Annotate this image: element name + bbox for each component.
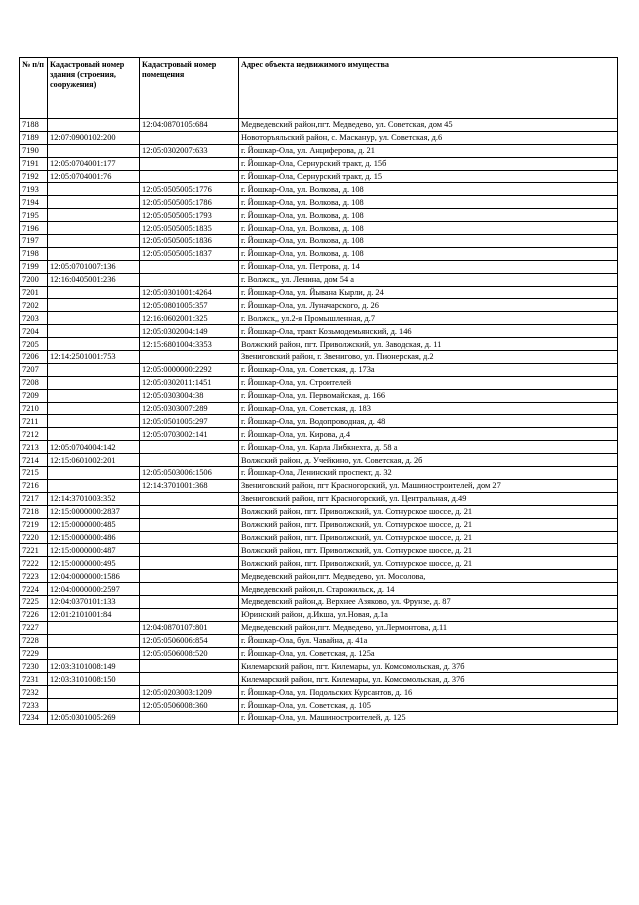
cell-building-cadastral bbox=[48, 222, 140, 235]
cell-number: 7195 bbox=[20, 209, 48, 222]
cell-building-cadastral: 12:03:3101008:150 bbox=[48, 673, 140, 686]
cell-address: Килемарский район, пгт. Килемары, ул. Комсомольская, д. 37б bbox=[239, 673, 618, 686]
cell-building-cadastral: 12:14:2501001:753 bbox=[48, 351, 140, 364]
cell-address: г. Йошкар-Ола, ул. Волкова, д. 108 bbox=[239, 209, 618, 222]
table-row bbox=[20, 247, 618, 260]
cell-premises-cadastral bbox=[140, 170, 239, 183]
cell-address: Медведевский район,пгт. Медведево, ул. Советская, дом 45 bbox=[239, 119, 618, 132]
cell-premises-cadastral bbox=[140, 711, 239, 724]
table-row bbox=[20, 479, 618, 492]
table-header-row bbox=[20, 58, 618, 119]
header-building-cadastral: Кадастровый номер здания (строения, сооружения) bbox=[48, 58, 140, 119]
cell-premises-cadastral: 12:05:0703002:141 bbox=[140, 428, 239, 441]
cell-building-cadastral bbox=[48, 376, 140, 389]
table-row bbox=[20, 363, 618, 376]
cell-building-cadastral bbox=[48, 415, 140, 428]
cell-building-cadastral bbox=[48, 119, 140, 132]
cell-premises-cadastral: 12:05:0801005:357 bbox=[140, 299, 239, 312]
table-row bbox=[20, 531, 618, 544]
cell-building-cadastral: 12:14:3701003:352 bbox=[48, 492, 140, 505]
cell-premises-cadastral: 12:05:0505005:1835 bbox=[140, 222, 239, 235]
table-row bbox=[20, 583, 618, 596]
cell-building-cadastral: 12:01:2101001:84 bbox=[48, 608, 140, 621]
cell-building-cadastral: 12:05:0704004:142 bbox=[48, 441, 140, 454]
cell-number: 7221 bbox=[20, 544, 48, 557]
cell-number: 7213 bbox=[20, 441, 48, 454]
table-row bbox=[20, 119, 618, 132]
cell-number: 7201 bbox=[20, 286, 48, 299]
cell-number: 7215 bbox=[20, 467, 48, 480]
cell-address: г. Йошкар-Ола, Ленинский проспект, д. 32 bbox=[239, 467, 618, 480]
cell-address: г. Йошкар-Ола, Сернурский тракт, д. 15 bbox=[239, 170, 618, 183]
cell-address: г. Йошкар-Ола, Сернурский тракт, д. 15б bbox=[239, 157, 618, 170]
table-row bbox=[20, 634, 618, 647]
table-row bbox=[20, 235, 618, 248]
cell-building-cadastral bbox=[48, 686, 140, 699]
cell-building-cadastral bbox=[48, 299, 140, 312]
cell-number: 7193 bbox=[20, 183, 48, 196]
table-row bbox=[20, 699, 618, 712]
cell-premises-cadastral: 12:05:0302004:149 bbox=[140, 325, 239, 338]
cell-premises-cadastral: 12:05:0505005:1776 bbox=[140, 183, 239, 196]
cell-address: Звениговский район, пгт Красногорский, ул. Центральная, д.49 bbox=[239, 492, 618, 505]
header-premises-cadastral: Кадастровый номер помещения bbox=[140, 58, 239, 119]
cell-number: 7222 bbox=[20, 557, 48, 570]
cell-address: г. Йошкар-Ола, ул. Луначарского, д. 26 bbox=[239, 299, 618, 312]
cell-address: Волжский район, пгт. Приволжский, ул. Сотнурское шоссе, д. 21 bbox=[239, 531, 618, 544]
table-row bbox=[20, 711, 618, 724]
table-row bbox=[20, 608, 618, 621]
cell-address: г. Йошкар-Ола, ул. Советская, д. 105 bbox=[239, 699, 618, 712]
cell-premises-cadastral bbox=[140, 505, 239, 518]
cell-premises-cadastral: 12:05:0301001:4264 bbox=[140, 286, 239, 299]
cell-premises-cadastral bbox=[140, 673, 239, 686]
table-row bbox=[20, 454, 618, 467]
cell-number: 7212 bbox=[20, 428, 48, 441]
cell-number: 7227 bbox=[20, 621, 48, 634]
table-row bbox=[20, 299, 618, 312]
cell-address: Медведевский район,д. Верхнее Азяково, ул. Фрунзе, д. 87 bbox=[239, 595, 618, 608]
cell-number: 7209 bbox=[20, 389, 48, 402]
header-number: № п/п bbox=[20, 58, 48, 119]
cell-building-cadastral bbox=[48, 235, 140, 248]
cell-address: Килемарский район, пгт. Килемары, ул. Комсомольская, д. 37б bbox=[239, 660, 618, 673]
table-row bbox=[20, 621, 618, 634]
cell-building-cadastral: 12:04:0000000:2597 bbox=[48, 583, 140, 596]
cell-building-cadastral: 12:15:0000000:495 bbox=[48, 557, 140, 570]
cell-premises-cadastral: 12:05:0302011:1451 bbox=[140, 376, 239, 389]
cell-building-cadastral bbox=[48, 634, 140, 647]
table-row bbox=[20, 441, 618, 454]
cell-address: Звениговский район, г. Звенигово, ул. Пионерская, д.2 bbox=[239, 351, 618, 364]
table-row bbox=[20, 144, 618, 157]
registry-table bbox=[19, 57, 618, 725]
table-row bbox=[20, 376, 618, 389]
cell-address: Юринский район, д.Икша, ул.Новая, д.1а bbox=[239, 608, 618, 621]
cell-address: г. Йошкар-Ола, ул. Подольских Курсантов, д. 16 bbox=[239, 686, 618, 699]
cell-building-cadastral bbox=[48, 144, 140, 157]
cell-number: 7204 bbox=[20, 325, 48, 338]
cell-building-cadastral bbox=[48, 286, 140, 299]
cell-number: 7229 bbox=[20, 647, 48, 660]
cell-premises-cadastral bbox=[140, 157, 239, 170]
cell-premises-cadastral: 12:15:6801004:3353 bbox=[140, 338, 239, 351]
cell-number: 7203 bbox=[20, 312, 48, 325]
table-row bbox=[20, 196, 618, 209]
table-row bbox=[20, 351, 618, 364]
cell-building-cadastral bbox=[48, 363, 140, 376]
cell-building-cadastral bbox=[48, 467, 140, 480]
cell-building-cadastral: 12:05:0701007:136 bbox=[48, 260, 140, 273]
cell-address: г. Йошкар-Ола, ул. Петрова, д. 14 bbox=[239, 260, 618, 273]
table-row bbox=[20, 686, 618, 699]
cell-address: г. Йошкар-Ола, ул. Водопроводная, д. 48 bbox=[239, 415, 618, 428]
cell-number: 7231 bbox=[20, 673, 48, 686]
cell-building-cadastral bbox=[48, 312, 140, 325]
cell-building-cadastral bbox=[48, 389, 140, 402]
cell-building-cadastral bbox=[48, 621, 140, 634]
cell-number: 7210 bbox=[20, 402, 48, 415]
cell-building-cadastral bbox=[48, 428, 140, 441]
cell-premises-cadastral: 12:05:0506008:360 bbox=[140, 699, 239, 712]
cell-premises-cadastral: 12:05:0503006:1506 bbox=[140, 467, 239, 480]
table-row bbox=[20, 557, 618, 570]
cell-address: г. Йошкар-Ола, ул. Волкова, д. 108 bbox=[239, 183, 618, 196]
cell-building-cadastral bbox=[48, 402, 140, 415]
cell-address: г. Йошкар-Ола, ул. Йывана Кырли, д. 24 bbox=[239, 286, 618, 299]
cell-address: г. Волжск,, ул. Ленина, дом 54 а bbox=[239, 273, 618, 286]
cell-address: Медведевский район,п. Старожильск, д. 14 bbox=[239, 583, 618, 596]
cell-premises-cadastral bbox=[140, 595, 239, 608]
cell-number: 7234 bbox=[20, 711, 48, 724]
cell-premises-cadastral bbox=[140, 518, 239, 531]
cell-premises-cadastral bbox=[140, 531, 239, 544]
table-row bbox=[20, 170, 618, 183]
cell-address: Волжский район, пгт. Приволжский, ул. Сотнурское шоссе, д. 21 bbox=[239, 518, 618, 531]
cell-premises-cadastral: 12:05:0302007:633 bbox=[140, 144, 239, 157]
cell-address: г. Йошкар-Ола, ул. Карла Либкнехта, д. 58 а bbox=[239, 441, 618, 454]
cell-premises-cadastral bbox=[140, 570, 239, 583]
table-row bbox=[20, 402, 618, 415]
cell-premises-cadastral bbox=[140, 260, 239, 273]
table-row bbox=[20, 389, 618, 402]
table-row bbox=[20, 131, 618, 144]
cell-building-cadastral bbox=[48, 325, 140, 338]
cell-address: г. Йошкар-Ола, ул. Волкова, д. 108 bbox=[239, 196, 618, 209]
cell-address: г. Йошкар-Ола, ул. Советская, д. 125а bbox=[239, 647, 618, 660]
cell-premises-cadastral: 12:05:0000000:2292 bbox=[140, 363, 239, 376]
table-row bbox=[20, 518, 618, 531]
cell-address: г. Йошкар-Ола, ул. Волкова, д. 108 bbox=[239, 222, 618, 235]
cell-building-cadastral bbox=[48, 647, 140, 660]
cell-building-cadastral: 12:16:0405001:236 bbox=[48, 273, 140, 286]
cell-number: 7207 bbox=[20, 363, 48, 376]
cell-number: 7199 bbox=[20, 260, 48, 273]
table-row bbox=[20, 286, 618, 299]
table-row bbox=[20, 647, 618, 660]
table-row bbox=[20, 183, 618, 196]
cell-premises-cadastral: 12:16:0602001:325 bbox=[140, 312, 239, 325]
table-row bbox=[20, 467, 618, 480]
cell-number: 7194 bbox=[20, 196, 48, 209]
cell-address: Волжский район, пгт. Приволжский, ул. Сотнурское шоссе, д. 21 bbox=[239, 557, 618, 570]
cell-premises-cadastral: 12:04:0870105:684 bbox=[140, 119, 239, 132]
cell-premises-cadastral bbox=[140, 273, 239, 286]
cell-address: Медведевский район,пгт. Медведево, ул.Лермонтова, д.11 bbox=[239, 621, 618, 634]
cell-building-cadastral: 12:15:0601002:201 bbox=[48, 454, 140, 467]
table-row bbox=[20, 415, 618, 428]
table-body bbox=[20, 119, 618, 725]
table-row bbox=[20, 660, 618, 673]
cell-number: 7216 bbox=[20, 479, 48, 492]
cell-premises-cadastral: 12:05:0505005:1837 bbox=[140, 247, 239, 260]
cell-premises-cadastral bbox=[140, 557, 239, 570]
cell-building-cadastral: 12:05:0704001:76 bbox=[48, 170, 140, 183]
cell-address: г. Волжск,, ул.2-я Промышленная, д.7 bbox=[239, 312, 618, 325]
table-row bbox=[20, 492, 618, 505]
cell-premises-cadastral: 12:05:0501005:297 bbox=[140, 415, 239, 428]
cell-premises-cadastral bbox=[140, 608, 239, 621]
cell-building-cadastral bbox=[48, 247, 140, 260]
cell-premises-cadastral: 12:05:0505005:1793 bbox=[140, 209, 239, 222]
cell-building-cadastral bbox=[48, 479, 140, 492]
cell-address: г. Йошкар-Ола, ул. Строителей bbox=[239, 376, 618, 389]
cell-number: 7220 bbox=[20, 531, 48, 544]
table-row bbox=[20, 209, 618, 222]
header-address: Адрес объекта недвижимого имущества bbox=[239, 58, 618, 119]
cell-address: г. Йошкар-Ола, ул. Первомайская, д. 166 bbox=[239, 389, 618, 402]
cell-address: Волжский район, пгт. Приволжский, ул. Заводская, д. 11 bbox=[239, 338, 618, 351]
cell-building-cadastral bbox=[48, 209, 140, 222]
cell-premises-cadastral: 12:05:0303004:38 bbox=[140, 389, 239, 402]
cell-premises-cadastral: 12:05:0505005:1786 bbox=[140, 196, 239, 209]
cell-number: 7223 bbox=[20, 570, 48, 583]
cell-number: 7202 bbox=[20, 299, 48, 312]
cell-number: 7217 bbox=[20, 492, 48, 505]
cell-number: 7197 bbox=[20, 235, 48, 248]
cell-number: 7230 bbox=[20, 660, 48, 673]
cell-number: 7226 bbox=[20, 608, 48, 621]
cell-premises-cadastral: 12:05:0505005:1836 bbox=[140, 235, 239, 248]
cell-building-cadastral: 12:04:0370101:133 bbox=[48, 595, 140, 608]
cell-number: 7205 bbox=[20, 338, 48, 351]
cell-building-cadastral: 12:04:0000000:1586 bbox=[48, 570, 140, 583]
table-row bbox=[20, 544, 618, 557]
cell-number: 7200 bbox=[20, 273, 48, 286]
cell-premises-cadastral: 12:05:0203003:1209 bbox=[140, 686, 239, 699]
cell-number: 7188 bbox=[20, 119, 48, 132]
cell-premises-cadastral bbox=[140, 660, 239, 673]
cell-premises-cadastral: 12:05:0303007:289 bbox=[140, 402, 239, 415]
cell-address: г. Йошкар-Ола, бул. Чавайна, д. 41а bbox=[239, 634, 618, 647]
cell-address: г. Йошкар-Ола, ул. Кирова, д.4 bbox=[239, 428, 618, 441]
table-row bbox=[20, 325, 618, 338]
cell-building-cadastral: 12:03:3101008:149 bbox=[48, 660, 140, 673]
table-row bbox=[20, 428, 618, 441]
cell-address: Волжский район, пгт. Приволжский, ул. Сотнурское шоссе, д. 21 bbox=[239, 505, 618, 518]
cell-number: 7233 bbox=[20, 699, 48, 712]
cell-premises-cadastral: 12:04:0870107:801 bbox=[140, 621, 239, 634]
cell-premises-cadastral bbox=[140, 492, 239, 505]
cell-premises-cadastral bbox=[140, 583, 239, 596]
cell-building-cadastral bbox=[48, 196, 140, 209]
cell-building-cadastral bbox=[48, 699, 140, 712]
cell-address: Волжский район, д. Учейкино, ул. Советская, д. 2б bbox=[239, 454, 618, 467]
cell-number: 7211 bbox=[20, 415, 48, 428]
cell-address: Волжский район, пгт. Приволжский, ул. Сотнурское шоссе, д. 21 bbox=[239, 544, 618, 557]
cell-premises-cadastral: 12:05:0506006:854 bbox=[140, 634, 239, 647]
cell-number: 7206 bbox=[20, 351, 48, 364]
cell-building-cadastral: 12:07:0900102:200 bbox=[48, 131, 140, 144]
cell-premises-cadastral bbox=[140, 351, 239, 364]
cell-premises-cadastral bbox=[140, 544, 239, 557]
cell-number: 7190 bbox=[20, 144, 48, 157]
cell-address: г. Йошкар-Ола, ул. Советская, д. 173а bbox=[239, 363, 618, 376]
cell-number: 7224 bbox=[20, 583, 48, 596]
cell-number: 7198 bbox=[20, 247, 48, 260]
cell-number: 7219 bbox=[20, 518, 48, 531]
cell-address: г. Йошкар-Ола, ул. Машиностроителей, д. 125 bbox=[239, 711, 618, 724]
cell-number: 7208 bbox=[20, 376, 48, 389]
cell-number: 7232 bbox=[20, 686, 48, 699]
table-row bbox=[20, 157, 618, 170]
cell-building-cadastral bbox=[48, 183, 140, 196]
cell-premises-cadastral bbox=[140, 441, 239, 454]
cell-building-cadastral: 12:15:0000000:485 bbox=[48, 518, 140, 531]
cell-address: г. Йошкар-Ола, тракт Козьмодемьянский, д. 146 bbox=[239, 325, 618, 338]
table-row bbox=[20, 673, 618, 686]
table-row bbox=[20, 273, 618, 286]
cell-number: 7189 bbox=[20, 131, 48, 144]
cell-premises-cadastral: 12:05:0506008:520 bbox=[140, 647, 239, 660]
cell-number: 7214 bbox=[20, 454, 48, 467]
cell-premises-cadastral bbox=[140, 454, 239, 467]
cell-building-cadastral: 12:15:0000000:487 bbox=[48, 544, 140, 557]
cell-number: 7196 bbox=[20, 222, 48, 235]
table-row bbox=[20, 338, 618, 351]
cell-address: Новоторъяльский район, с. Маскануp, ул. Советская, д.6 bbox=[239, 131, 618, 144]
cell-building-cadastral: 12:15:0000000:2837 bbox=[48, 505, 140, 518]
cell-number: 7192 bbox=[20, 170, 48, 183]
cell-address: г. Йошкар-Ола, ул. Анциферова, д. 21 bbox=[239, 144, 618, 157]
cell-number: 7225 bbox=[20, 595, 48, 608]
cell-address: Звениговский район, пгт Красногорский, ул. Машиностроителей, дом 27 bbox=[239, 479, 618, 492]
cell-number: 7228 bbox=[20, 634, 48, 647]
table-row bbox=[20, 505, 618, 518]
cell-building-cadastral bbox=[48, 338, 140, 351]
table-row bbox=[20, 312, 618, 325]
table-row bbox=[20, 570, 618, 583]
cell-building-cadastral: 12:05:0704001:177 bbox=[48, 157, 140, 170]
cell-number: 7218 bbox=[20, 505, 48, 518]
cell-address: г. Йошкар-Ола, ул. Советская, д. 183 bbox=[239, 402, 618, 415]
cell-address: г. Йошкар-Ола, ул. Волкова, д. 108 bbox=[239, 247, 618, 260]
table-row bbox=[20, 222, 618, 235]
cell-building-cadastral: 12:05:0301005:269 bbox=[48, 711, 140, 724]
cell-building-cadastral: 12:15:0000000:486 bbox=[48, 531, 140, 544]
cell-number: 7191 bbox=[20, 157, 48, 170]
table-row bbox=[20, 595, 618, 608]
cell-premises-cadastral bbox=[140, 131, 239, 144]
table-row bbox=[20, 260, 618, 273]
cell-premises-cadastral: 12:14:3701001:368 bbox=[140, 479, 239, 492]
cell-address: г. Йошкар-Ола, ул. Волкова, д. 108 bbox=[239, 235, 618, 248]
cell-address: Медведевский район,пгт. Медведево, ул. Мосолова, bbox=[239, 570, 618, 583]
